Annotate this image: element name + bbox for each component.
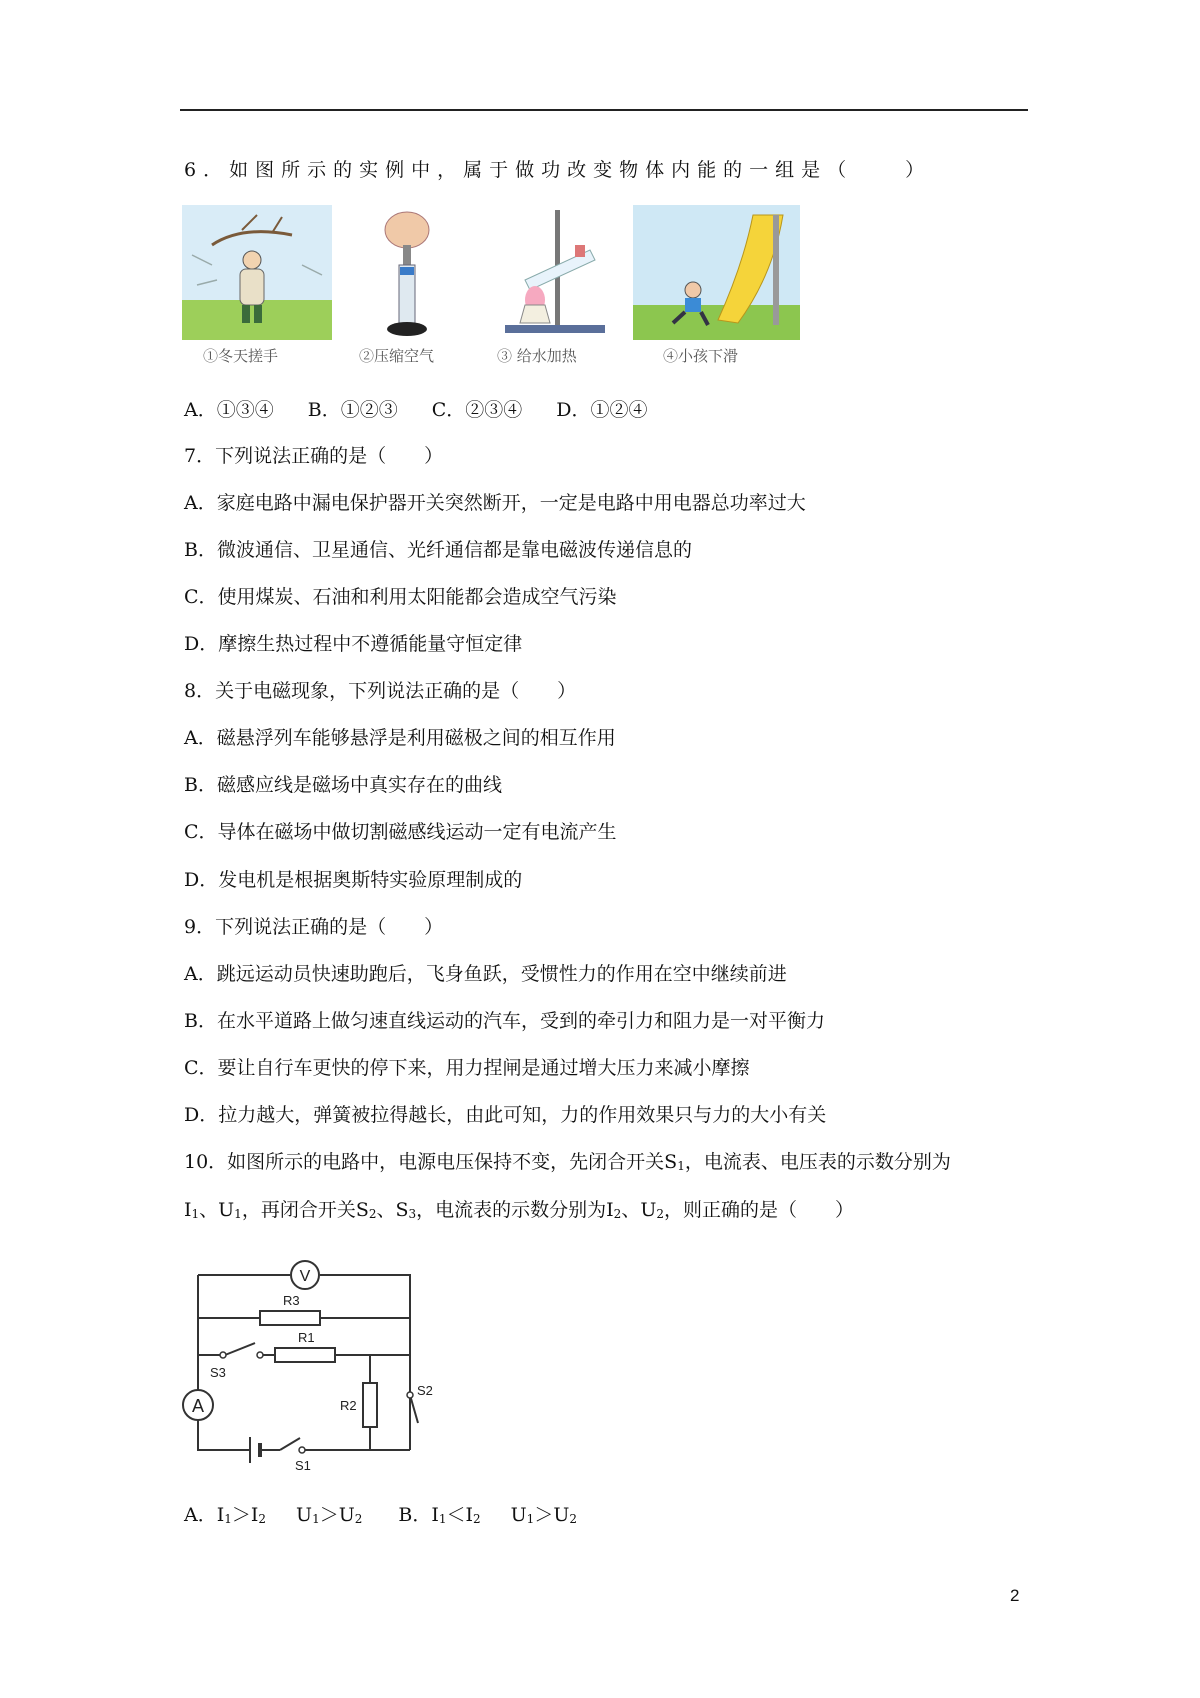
caption-3: ③ 给水加热 [497,347,577,365]
r2-label: R2 [340,1398,357,1413]
s3-label: S3 [210,1365,226,1380]
q10-options [184,1503,577,1531]
q7-option-a: A．家庭电路中漏电保护器开关突然断开，一定是电路中用电器总功率过大 [184,492,806,514]
r3-label: R3 [283,1293,300,1308]
q9-option-b: B．在水平道路上做匀速直线运动的汽车，受到的牵引力和阻力是一对平衡力 [184,1010,825,1032]
q8-option-b: B．磁感应线是磁场中真实存在的曲线 [184,774,502,796]
q8-option-d: D．发电机是根据奥斯特实验原理制成的 [184,869,523,891]
r1-label: R1 [298,1330,315,1345]
q6-option-c: C．②③④ [431,399,523,421]
q8-option-c: C．导体在磁场中做切割磁感线运动一定有电流产生 [184,821,617,843]
q9-option-a: A．跳远运动员快速助跑后，飞身鱼跃，受惯性力的作用在空中继续前进 [184,963,787,985]
ammeter-label: A [191,1396,205,1416]
s2-label: S2 [417,1383,433,1398]
q10-option-a: A．$I_1>I_2$ $U_1>U_2$ [184,1504,363,1526]
q8-stem: 8．关于电磁现象，下列说法正确的是（ ） [184,680,577,702]
q6-option-b: B．①②③ [307,399,398,421]
q7-option-b: B．微波通信、卫星通信、光纤通信都是靠电磁波传递信息的 [184,539,692,561]
s1-label: S1 [295,1458,311,1473]
image-compress-air [355,205,475,340]
q10-stem-line1: 10．如图所示的电路中，电源电压保持不变，先闭合开关$S_1$，电流表、电压表的示数分别为 [184,1151,951,1173]
q7-stem: 7．下列说法正确的是（ ） [184,445,444,467]
caption-2: ②压缩空气 [359,347,435,365]
q6-options [184,398,681,422]
q6-option-d: D．①②④ [556,399,648,421]
circuit-diagram [180,1255,440,1473]
image-heat-water [495,205,625,340]
q9-stem: 9．下列说法正确的是（ ） [184,916,444,938]
header-rule [180,109,1028,111]
page-number: 2 [1010,1586,1020,1605]
q8-option-a: A．磁悬浮列车能够悬浮是利用磁极之间的相互作用 [184,727,616,749]
q9-option-c: C．要让自行车更快的停下来，用力捏闸是通过增大压力来减小摩擦 [184,1057,750,1079]
q9-option-d: D．拉力越大，弹簧被拉得越长，由此可知，力的作用效果只与力的大小有关 [184,1104,827,1126]
q6-option-a: A．①③④ [184,399,274,421]
caption-1: ①冬天搓手 [203,347,279,365]
image-child-slide [633,205,800,340]
voltmeter-label: V [299,1268,311,1285]
image-rubbing-hands [182,205,332,340]
q10-option-b: B．$I_1<I_2$ $U_1>U_2$ [398,1504,577,1526]
caption-4: ④小孩下滑 [663,347,739,365]
q6-stem: 6．如图所示的实例中，属于做功改变物体内能的一组是（ ） [184,159,932,181]
q7-option-c: C．使用煤炭、石油和利用太阳能都会造成空气污染 [184,586,617,608]
q7-option-d: D．摩擦生热过程中不遵循能量守恒定律 [184,633,523,655]
q10-stem-line2: $I_1$、$U_1$，再闭合开关$S_2$、$S_3$，电流表的示数分别为$I_2$、$U_2$，则正确的是（ ） [184,1199,854,1221]
